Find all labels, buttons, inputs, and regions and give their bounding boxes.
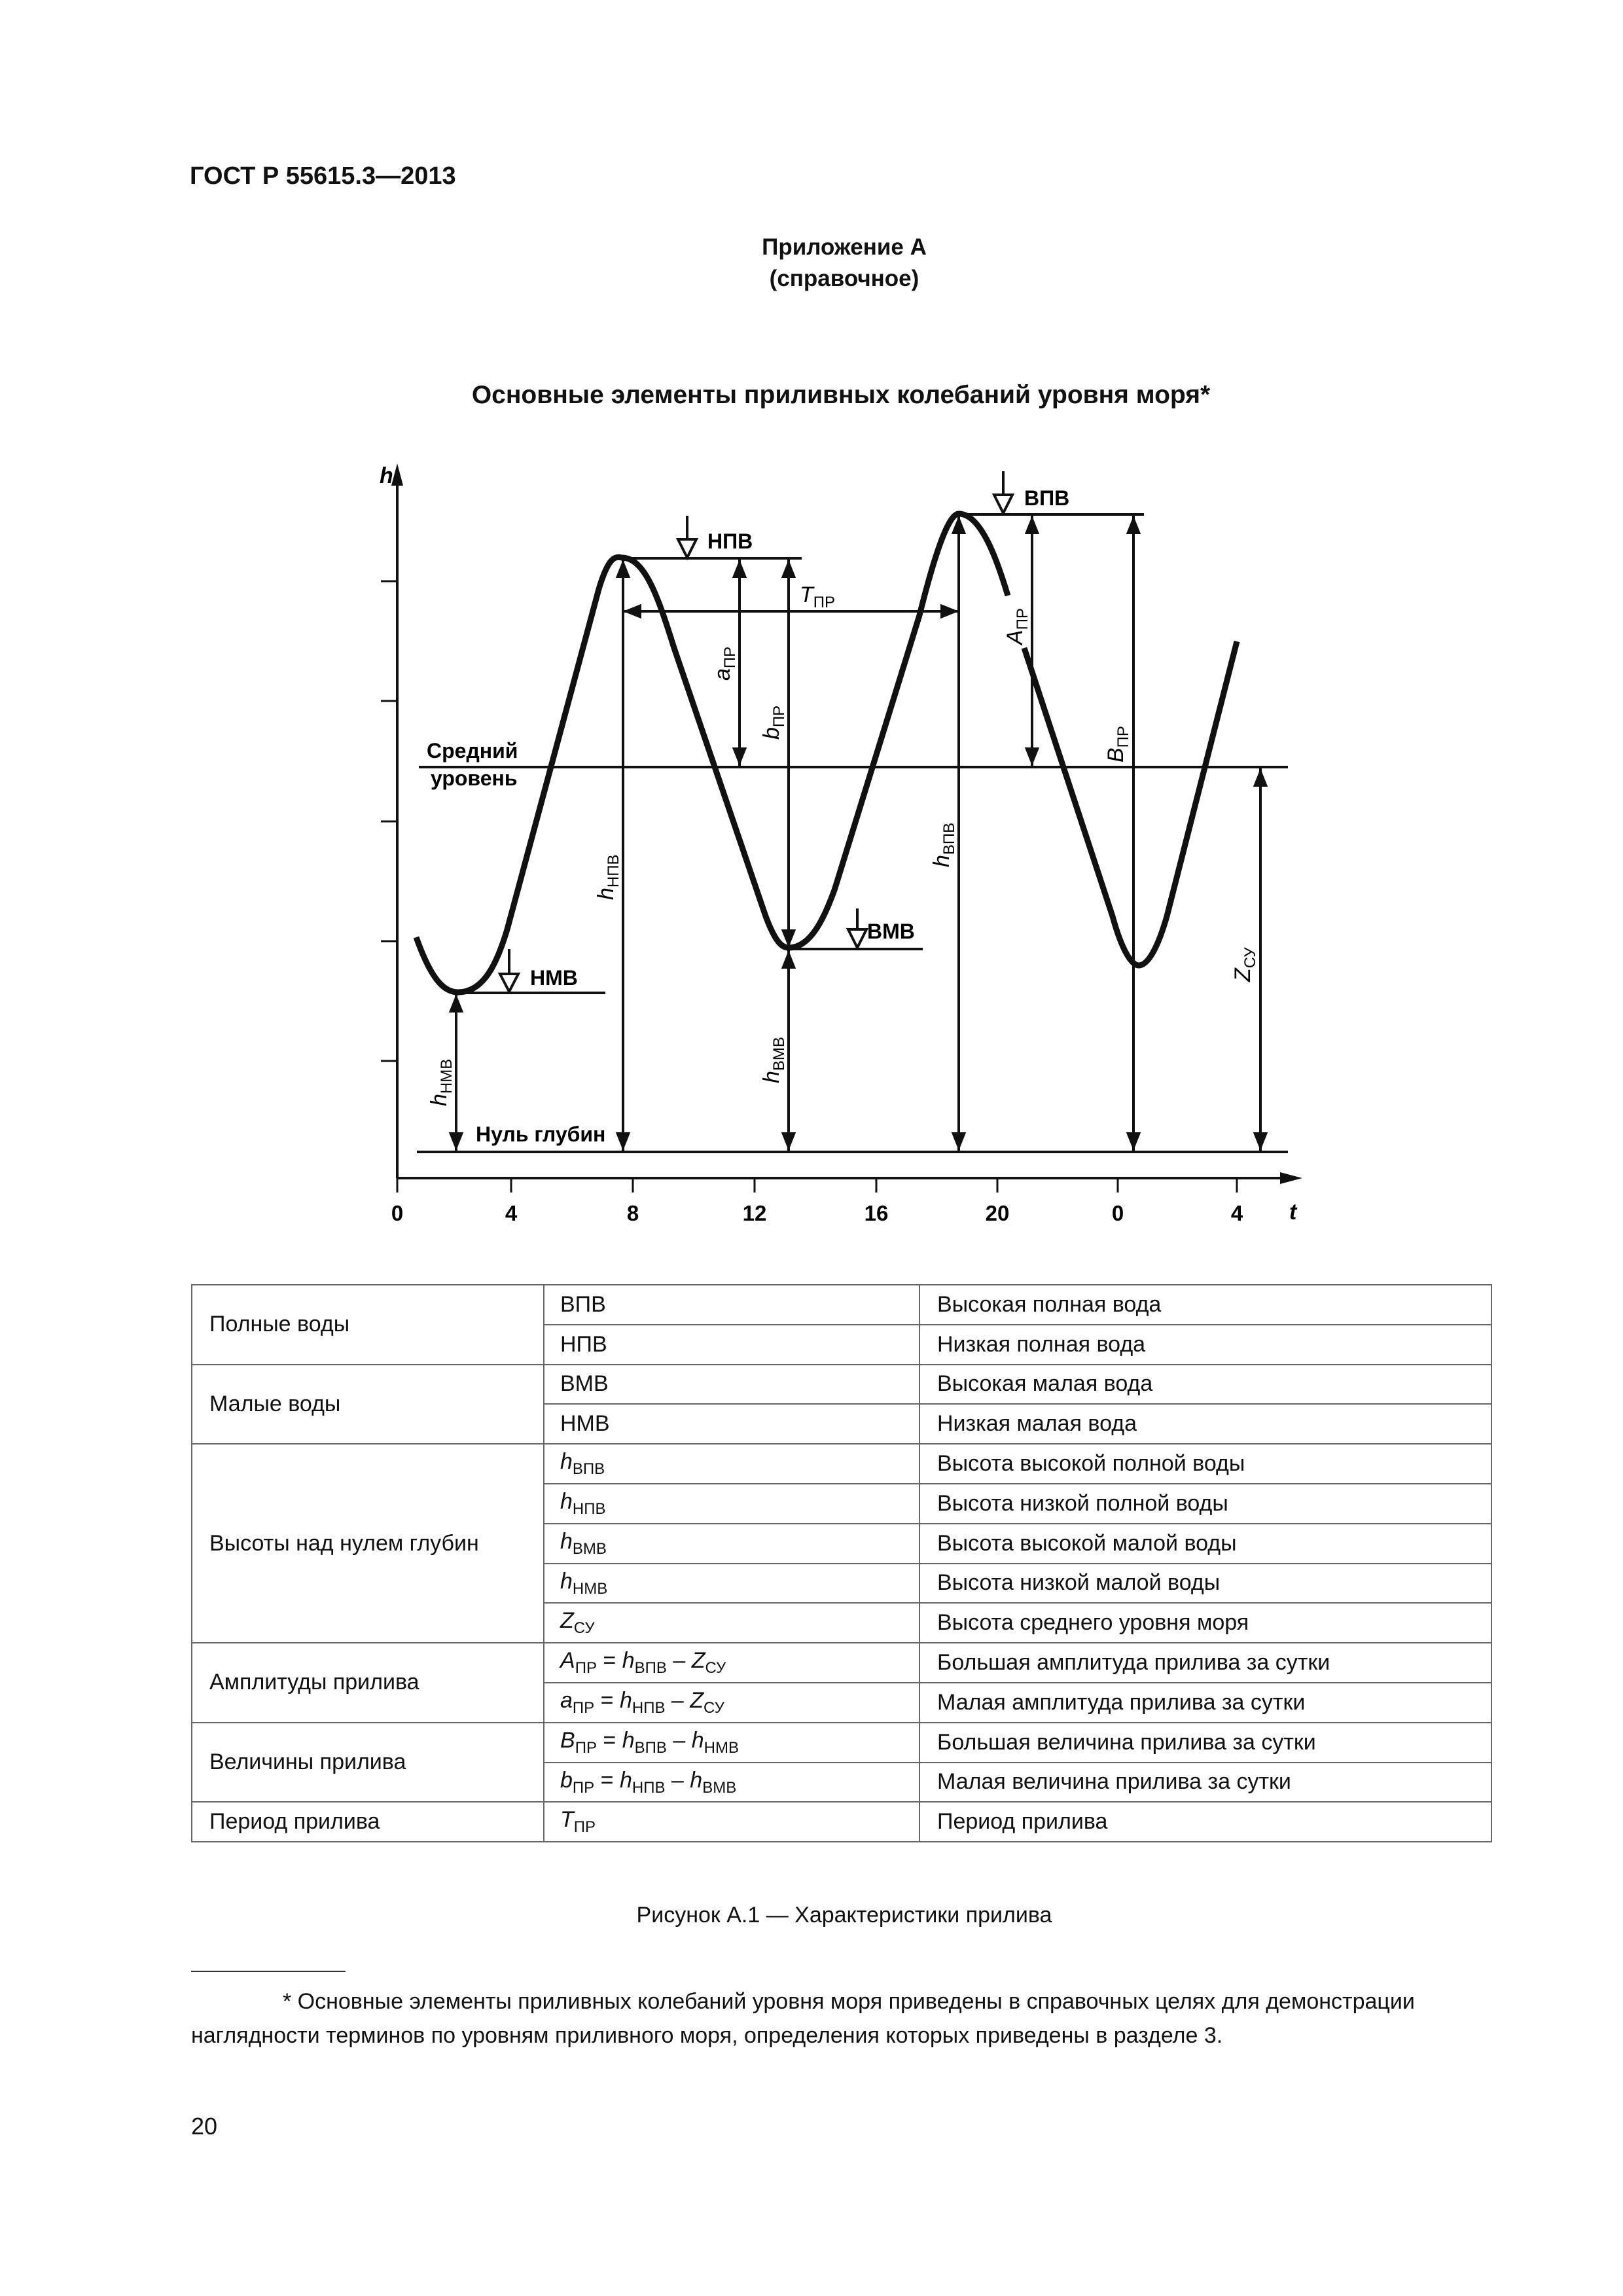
table-row xyxy=(192,1365,1491,1405)
formula-cell: $a_{ПР} = h_{НПВ} - Z_{СУ}$ xyxy=(544,1683,919,1723)
footnote-divider xyxy=(191,1971,346,1972)
abbr-cell: $h_{НПВ}$ xyxy=(544,1484,919,1524)
abbr-cell: $h_{ВМВ}$ xyxy=(544,1524,919,1564)
x-tick-labels xyxy=(391,1201,1243,1225)
mean-level-label: уровень xyxy=(431,766,518,790)
y-ticks xyxy=(381,581,397,1061)
desc-cell: Высота среднего уровня моря xyxy=(919,1603,1491,1643)
group-cell: Высоты над нулем глубин xyxy=(192,1444,544,1643)
desc-cell: Низкая полная вода xyxy=(919,1325,1491,1365)
t-pr-label: $Т_{ПР}$ xyxy=(800,583,836,611)
appendix-subtitle: (справочное) xyxy=(769,266,919,291)
vmv-label: ВМВ xyxy=(867,920,915,943)
desc-cell: Высота низкой полной воды xyxy=(919,1484,1491,1524)
group-cell: Амплитуды прилива xyxy=(192,1643,544,1723)
y-axis-label: h xyxy=(380,463,393,488)
figure-caption: Рисунок А.1 — Характеристики прилива xyxy=(636,1903,1052,1928)
group-cell: Величины прилива xyxy=(192,1723,544,1803)
footnote: * Основные элементы приливных колебаний уровня моря приведены в справочных целях для демонстрации наглядности терминов по уровням приливного моря, определения которых приведены в разделе 3. xyxy=(191,1989,1415,2048)
table-row xyxy=(192,1723,1491,1763)
table-row xyxy=(192,1643,1491,1683)
x-tick-label: 4 xyxy=(505,1201,518,1225)
x-tick-label: 4 xyxy=(1230,1201,1243,1225)
npv-label: НПВ xyxy=(707,529,753,553)
legend-table xyxy=(191,1284,1492,1842)
x-tick-label: 8 xyxy=(626,1201,639,1225)
page-number: 20 xyxy=(191,2113,218,2140)
z-su-label: $Z_{СУ}$ xyxy=(1230,947,1259,982)
appendix-title: Приложение А xyxy=(762,234,927,260)
formula-cell: $А_{ПР} = h_{ВПВ} - Z_{СУ}$ xyxy=(544,1643,919,1683)
table-row xyxy=(192,1444,1491,1484)
h-npv-label: $h_{НПВ}$ xyxy=(594,854,622,900)
h-vpv-label: $h_{ВПВ}$ xyxy=(929,822,958,867)
abbr-cell: НМВ xyxy=(544,1404,919,1444)
b-pr-label: $b_{ПР}$ xyxy=(759,705,788,740)
x-axis-arrow-icon xyxy=(1280,1172,1302,1184)
abbr-cell: $h_{ВПВ}$ xyxy=(544,1444,919,1484)
zero-depth-label: Нуль глубин xyxy=(476,1122,606,1146)
x-tick-label: 0 xyxy=(1111,1201,1124,1225)
group-cell: Период прилива xyxy=(192,1802,544,1842)
formula-cell: $b_{ПР} = h_{НПВ} - h_{ВМВ}$ xyxy=(544,1763,919,1803)
tide-curve xyxy=(1024,641,1237,965)
h-vmv-label: $h_{ВМВ}$ xyxy=(759,1037,788,1083)
desc-cell: Малая величина прилива за сутки xyxy=(919,1763,1491,1803)
h-nmv-label: $h_{НМВ}$ xyxy=(427,1058,455,1106)
desc-cell: Период прилива xyxy=(919,1802,1491,1842)
desc-cell: Большая величина прилива за сутки xyxy=(919,1723,1491,1763)
desc-cell: Высокая малая вода xyxy=(919,1365,1491,1405)
a-pr-label: $a_{ПР}$ xyxy=(710,646,739,681)
formula-cell: $В_{ПР} = h_{ВПВ} - h_{НМВ}$ xyxy=(544,1723,919,1763)
x-axis-label: t xyxy=(1289,1200,1297,1225)
x-tick-label: 16 xyxy=(864,1201,889,1225)
table-row xyxy=(192,1802,1491,1842)
b-pr-big-label: $В_{ПР}$ xyxy=(1103,726,1132,762)
a-pr-big-label: $А_{ПР}$ xyxy=(1003,608,1031,645)
group-cell: Полные воды xyxy=(192,1285,544,1365)
abbr-cell: $h_{НМВ}$ xyxy=(544,1564,919,1604)
abbr-cell: ВПВ xyxy=(544,1285,919,1325)
figure-title: Основные элементы приливных колебаний уровня моря* xyxy=(471,381,1211,409)
desc-cell: Высокая полная вода xyxy=(919,1285,1491,1325)
group-cell: Малые воды xyxy=(192,1365,544,1444)
x-ticks xyxy=(397,1178,1237,1193)
desc-cell: Большая амплитуда прилива за сутки xyxy=(919,1643,1491,1683)
desc-cell: Высота высокой полной воды xyxy=(919,1444,1491,1484)
abbr-cell: $Т_{ПР}$ xyxy=(544,1802,919,1842)
x-tick-label: 12 xyxy=(742,1201,767,1225)
desc-cell: Малая амплитуда прилива за сутки xyxy=(919,1683,1491,1723)
abbr-cell: ВМВ xyxy=(544,1365,919,1405)
abbr-cell: НПВ xyxy=(544,1325,919,1365)
table-row xyxy=(192,1285,1491,1325)
nmv-label: НМВ xyxy=(530,966,578,990)
x-tick-label: 20 xyxy=(985,1201,1010,1225)
x-tick-label: 0 xyxy=(391,1201,404,1225)
desc-cell: Высота высокой малой воды xyxy=(919,1524,1491,1564)
desc-cell: Высота низкой малой воды xyxy=(919,1564,1491,1604)
desc-cell: Низкая малая вода xyxy=(919,1404,1491,1444)
standard-number: ГОСТ Р 55615.3—2013 xyxy=(190,162,456,190)
mean-level-label: Средний xyxy=(427,739,518,762)
vpv-label: ВПВ xyxy=(1024,486,1070,510)
abbr-cell: $Z_{СУ}$ xyxy=(544,1603,919,1643)
